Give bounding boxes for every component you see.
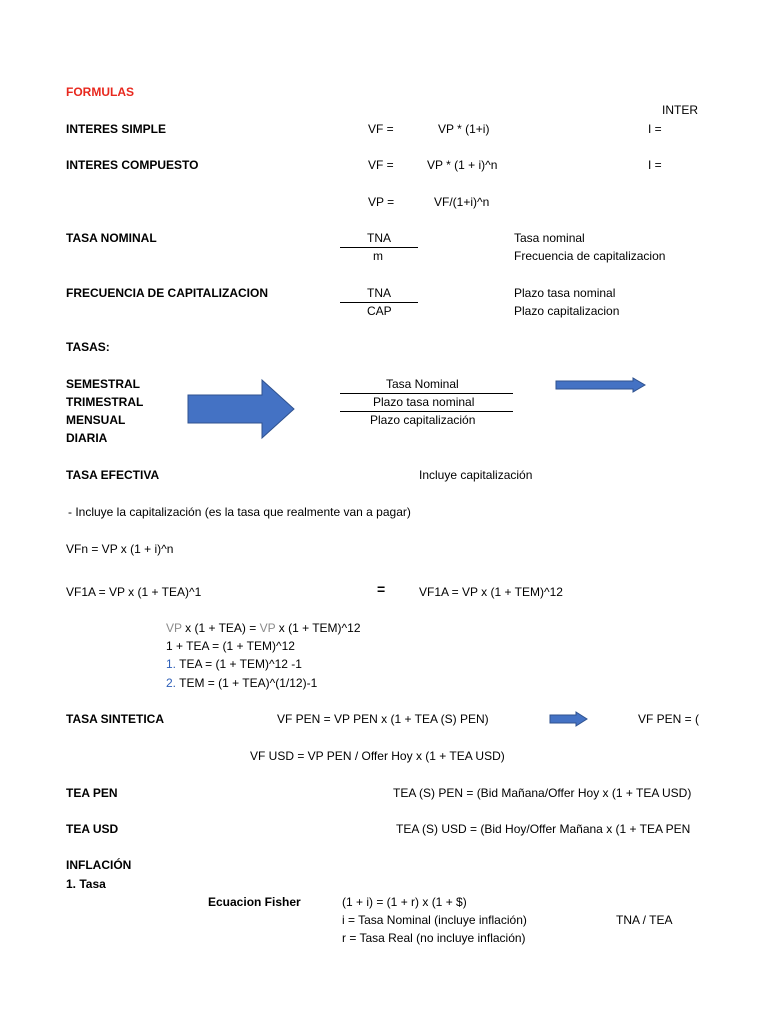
tasa-nominal-fraction-line: [340, 247, 418, 248]
small-right-arrow-icon-1: [555, 377, 647, 394]
fisher-r-definition: r = Tasa Real (no incluye inflación): [342, 931, 526, 945]
frecuencia-label: FRECUENCIA DE CAPITALIZACION: [66, 286, 268, 300]
fisher-label: Ecuacion Fisher: [208, 895, 301, 909]
inflacion-item: 1. Tasa: [66, 877, 106, 891]
tasa-sintetica-right: VF PEN = (: [638, 712, 700, 726]
tasa-nominal-denominator: m: [373, 249, 383, 263]
vf1a-left: VF1A = VP x (1 + TEA)^1: [66, 585, 202, 599]
big-right-arrow-icon: [186, 378, 298, 440]
tasas-fraction-line3: Plazo capitalización: [370, 413, 476, 427]
frecuencia-fraction-line: [340, 302, 418, 303]
tasa-efectiva-label: TASA EFECTIVA: [66, 468, 160, 482]
tasas-item-mensual: MENSUAL: [66, 413, 126, 427]
frecuencia-numerator: TNA: [367, 286, 391, 300]
tea-pen-label: TEA PEN: [66, 786, 118, 800]
tasas-title: TASAS:: [66, 340, 110, 354]
inter-header: INTER: [662, 103, 698, 117]
interes-compuesto-right: I =: [648, 158, 662, 172]
derivation-line1: VP x (1 + TEA) = VP x (1 + TEM)^12: [166, 621, 361, 635]
tasas-item-trimestral: TRIMESTRAL: [66, 395, 144, 409]
interes-compuesto-label: INTERES COMPUESTO: [66, 158, 199, 172]
interes-compuesto-rhs: VP * (1 + i)^n: [427, 158, 498, 172]
tea-pen-formula: TEA (S) PEN = (Bid Mañana/Offer Hoy x (1 + TEA USD): [393, 786, 692, 800]
tasa-sintetica-formula: VF PEN = VP PEN x (1 + TEA (S) PEN): [277, 712, 489, 726]
valor-presente-rhs: VF/(1+i)^n: [434, 195, 490, 209]
tasa-sintetica-label: TASA SINTETICA: [66, 712, 164, 726]
frecuencia-desc1: Plazo tasa nominal: [514, 286, 616, 300]
tasas-fraction-rule1: [340, 393, 513, 394]
tasa-nominal-label: TASA NOMINAL: [66, 231, 157, 245]
tea-usd-formula: TEA (S) USD = (Bid Hoy/Offer Mañana x (1 + TEA PEN: [396, 822, 691, 836]
interes-simple-rhs: VP * (1+i): [438, 122, 490, 136]
fisher-i-definition: i = Tasa Nominal (incluye inflación): [342, 913, 527, 927]
vfn-formula: VFn = VP x (1 + i)^n: [66, 542, 174, 556]
tasas-item-diaria: DIARIA: [66, 431, 108, 445]
small-right-arrow-icon-2: [549, 711, 589, 728]
equals-sign: =: [377, 581, 386, 597]
vf1a-right: VF1A = VP x (1 + TEM)^12: [419, 585, 563, 599]
interes-compuesto-lhs: VF =: [368, 158, 394, 172]
tasa-nominal-desc1: Tasa nominal: [514, 231, 585, 245]
tea-usd-label: TEA USD: [66, 822, 119, 836]
tasa-efectiva-note: Incluye capitalización: [419, 468, 533, 482]
derivation-step1: 1. TEA = (1 + TEM)^12 -1: [166, 657, 302, 671]
fisher-tna-tea: TNA / TEA: [616, 913, 673, 927]
tasas-fraction-rule2: [340, 411, 513, 412]
interes-simple-label: INTERES SIMPLE: [66, 122, 167, 136]
tasas-item-semestral: SEMESTRAL: [66, 377, 141, 391]
frecuencia-desc2: Plazo capitalizacion: [514, 304, 620, 318]
inflacion-title: INFLACIÓN: [66, 858, 132, 872]
interes-simple-right: I =: [648, 122, 662, 136]
frecuencia-denominator: CAP: [367, 304, 392, 318]
formulas-title: FORMULAS: [66, 85, 134, 99]
tasas-fraction-line1: Tasa Nominal: [386, 377, 459, 391]
derivation-step2: 2. TEM = (1 + TEA)^(1/12)-1: [166, 676, 318, 690]
interes-simple-lhs: VF =: [368, 122, 394, 136]
tasa-nominal-numerator: TNA: [367, 231, 391, 245]
tasas-fraction-line2: Plazo tasa nominal: [373, 395, 475, 409]
vf-usd-formula: VF USD = VP PEN / Offer Hoy x (1 + TEA USD): [250, 749, 505, 763]
tasa-nominal-desc2: Frecuencia de capitalizacion: [514, 249, 666, 263]
fisher-equation: (1 + i) = (1 + r) x (1 + $): [342, 895, 467, 909]
valor-presente-lhs: VP =: [368, 195, 395, 209]
derivation-line2: 1 + TEA = (1 + TEM)^12: [166, 639, 295, 653]
incluye-note: - Incluye la capitalización (es la tasa que realmente van a pagar): [68, 505, 411, 519]
